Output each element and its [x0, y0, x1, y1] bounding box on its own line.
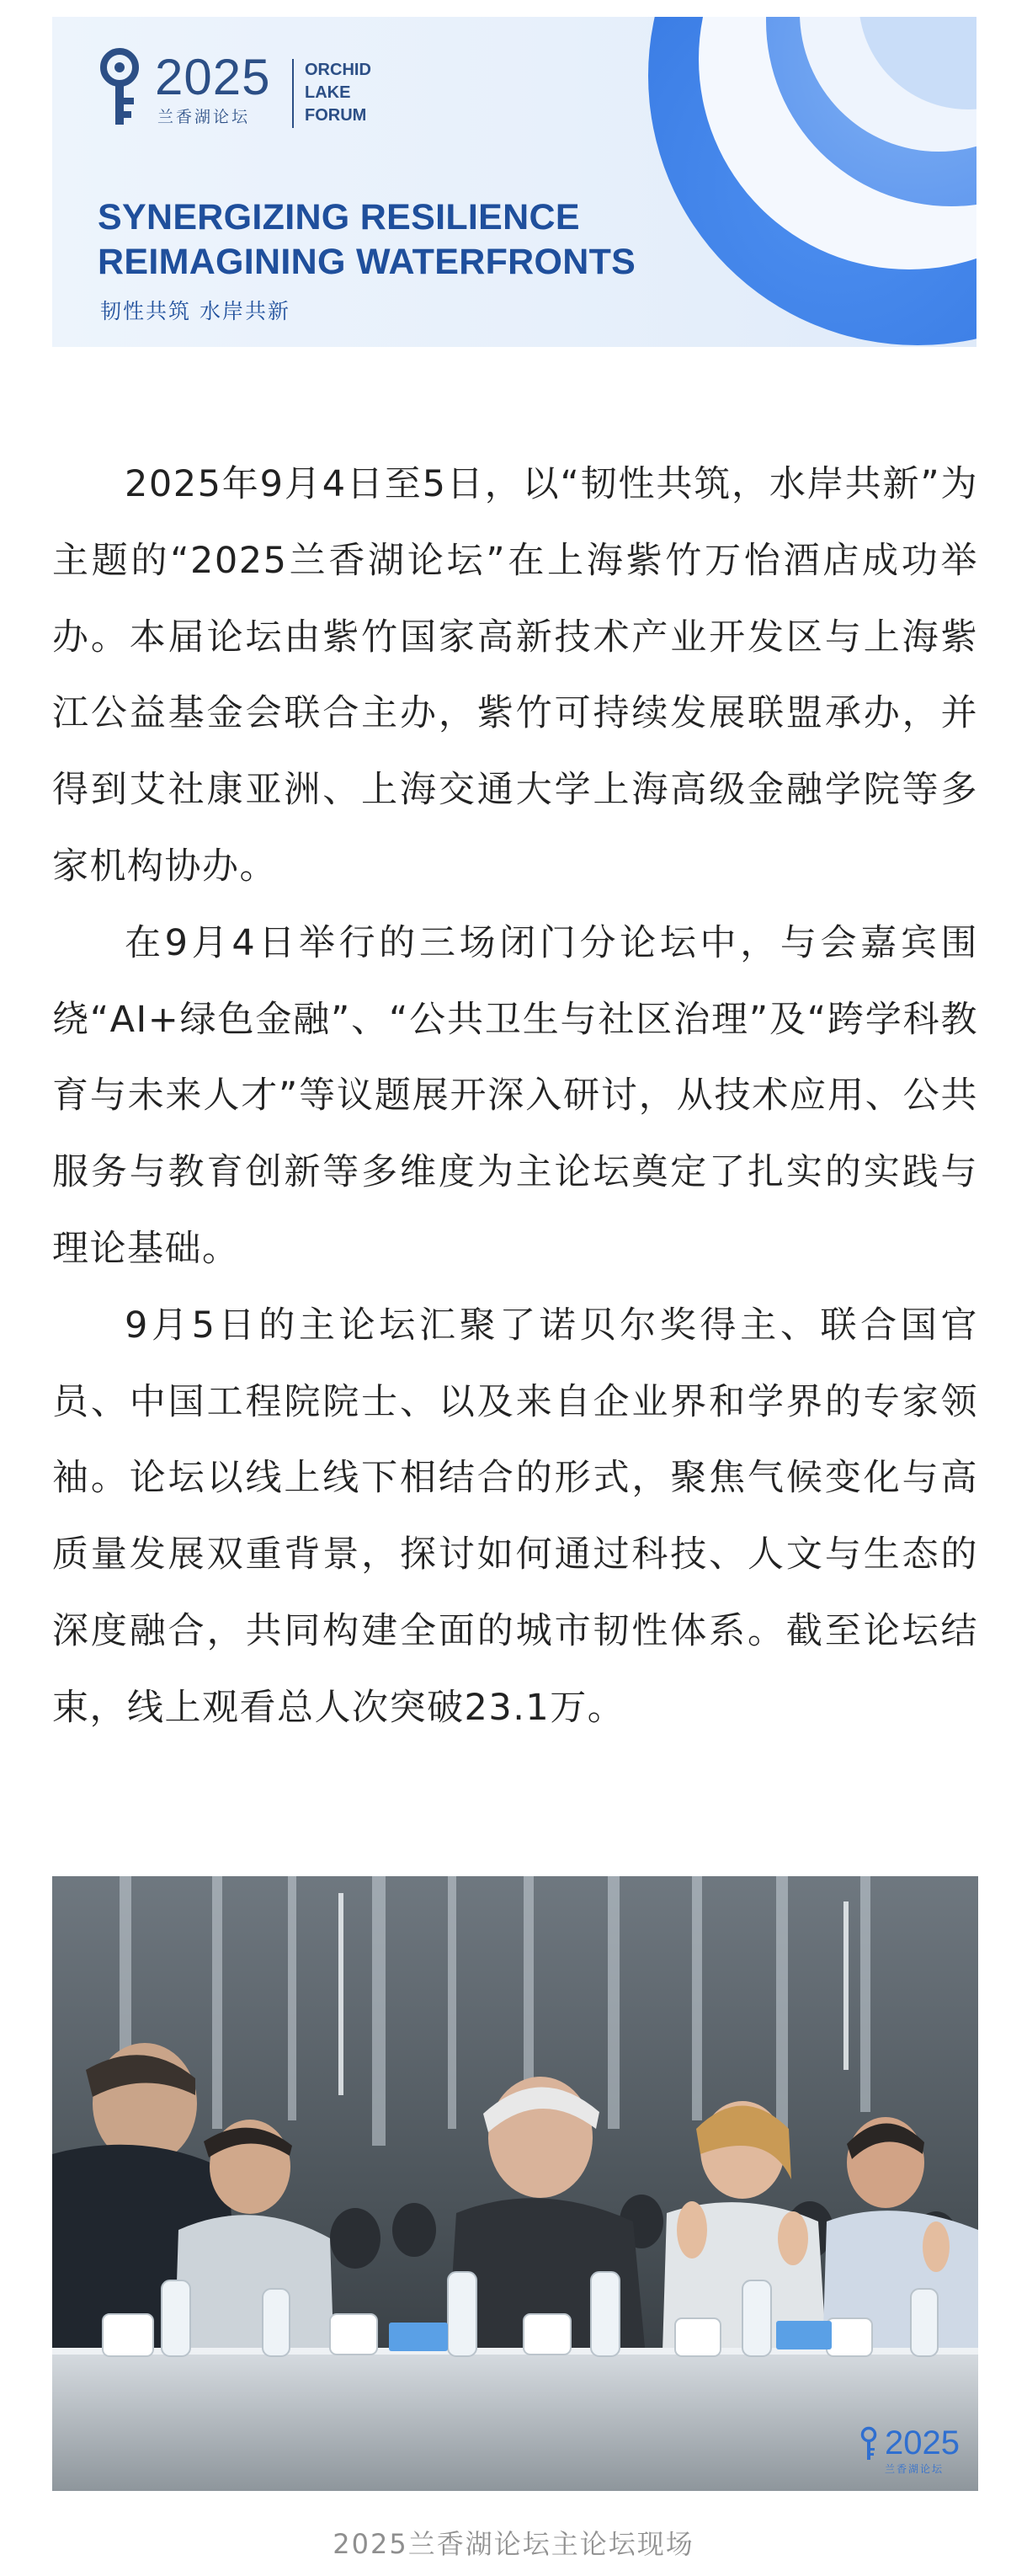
photo-watermark [859, 2426, 960, 2476]
logo-en-line: LAKE [305, 83, 351, 102]
article-paragraph: 9月5日的主论坛汇聚了诺贝尔奖得主、联合国官员、中国工程院院士、以及来自企业界和学界的专家领袖。论坛以线上线下相结合的形式，聚焦气候变化与高质量发展双重背景，探讨如何通过科技、人文与生态的深度融合，共同构建全面的城市韧性体系。截至论坛结束，线上观看总人次突破23.1万。 [52, 1304, 978, 1729]
logo-en-line: FORUM [305, 106, 367, 125]
photo-caption: 2025兰香湖论坛主论坛现场 [333, 2528, 694, 2560]
logo-divider [292, 59, 294, 128]
watermark-key-logo-icon [859, 2426, 878, 2461]
article-paragraph: 在9月4日举行的三场闭门分论坛中，与会嘉宾围绕“AI+绿色金融”、“公共卫生与社区治理”及“跨学科教育与未来人才”等议题展开深入研讨，从技术应用、公共服务与教育创新等多维度为主论坛奠定了扎实的实践与理论基础。 [52, 921, 978, 1270]
logo-year: 2025 [155, 49, 271, 105]
audience-photo-illustration [52, 1876, 978, 2491]
orchid-key-logo-icon [98, 47, 143, 131]
forum-banner [52, 17, 976, 347]
watermark-year: 2025 [885, 2424, 960, 2461]
logo-en-line: ORCHID [305, 61, 371, 79]
logo-english-name [305, 59, 371, 127]
article-body [52, 446, 978, 1747]
logo-chinese-name: 兰香湖论坛 [157, 108, 251, 126]
article-paragraph: 2025年9月4日至5日，以“韧性共筑，水岸共新”为主题的“2025兰香湖论坛”在上海紫竹万怡酒店成功举办。本届论坛由紫竹国家高新技术产业开发区与上海紫江公益基金会联合主办，紫竹可持续发展联盟承办，并得到艾社康亚洲、上海交通大学上海高级金融学院等多家机构协办。 [52, 463, 978, 888]
watermark-chinese-name: 兰香湖论坛 [885, 2463, 945, 2475]
forum-main-session-photo [52, 1876, 978, 2491]
headline-line: REIMAGINING WATERFRONTS [98, 242, 636, 282]
banner-subhead: 韧性共筑 水岸共新 [100, 299, 290, 323]
headline-line: SYNERGIZING RESILIENCE [98, 197, 580, 237]
banner-headline [98, 195, 636, 285]
